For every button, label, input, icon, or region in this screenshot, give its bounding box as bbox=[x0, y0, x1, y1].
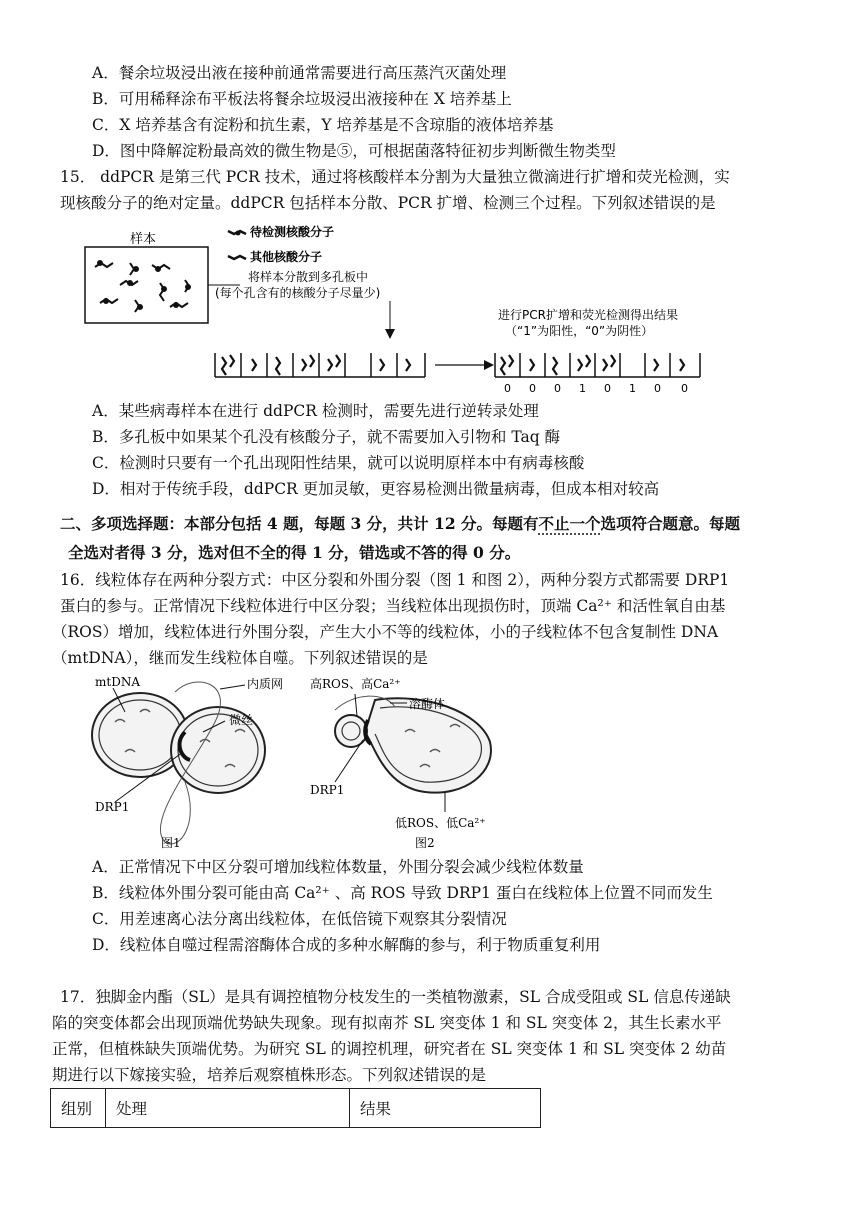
q16-stem-line2: 蛋白的参与。正常情况下线粒体进行中区分裂；当线粒体出现损伤时，顶端 Ca²⁺ 和活性氧自由基 bbox=[60, 597, 726, 615]
label-drp1-fig1: DRP1 bbox=[95, 800, 130, 814]
q17-stem-line3: 正常，但植株缺失顶端优势。为研究 SL 的调控机理，研究者在 SL 突变体 1 和 SL 突变体 2 幼苗 bbox=[52, 1040, 727, 1058]
disperse-line1: 将样本分散到多孔板中 bbox=[248, 270, 369, 284]
figure2-caption: 图2 bbox=[415, 836, 435, 850]
q15-option-d: D．相对于传统手段，ddPCR 更加灵敏，更容易检测出微量病毒，但成本相对较高 bbox=[92, 480, 660, 498]
result-digit: 1 bbox=[629, 382, 636, 395]
q17-stem-line4: 期进行以下嫁接实验，培养后观察植株形态。下列叙述错误的是 bbox=[52, 1066, 487, 1084]
figure1-mitochondria bbox=[92, 682, 265, 844]
result-digits bbox=[504, 382, 688, 395]
q16-stem-line3: （ROS）增加，线粒体进行外围分裂，产生大小不等的线粒体，小的子线粒体不包含复制性 DNA bbox=[52, 623, 719, 641]
result-line1: 进行PCR扩增和荧光检测得出结果 bbox=[498, 308, 678, 322]
q17-table bbox=[50, 1088, 541, 1128]
result-line2: （“1”为阳性，“0”为阴性） bbox=[505, 324, 654, 338]
result-digit: 0 bbox=[654, 382, 661, 395]
legend-other-label: 其他核酸分子 bbox=[250, 250, 323, 264]
q16-stem-line4: （mtDNA），继而发生线粒体自噬。下列叙述错误的是 bbox=[52, 649, 428, 667]
q17-stem-line1: 17．独脚金内酯（SL）是具有调控植物分枝发生的一类植物激素，SL 合成受阻或 SL 信息传递缺 bbox=[60, 988, 731, 1006]
figure2-mitochondria bbox=[335, 694, 491, 812]
result-digit: 0 bbox=[681, 382, 688, 395]
ddpcr-figure bbox=[80, 225, 720, 397]
q16-option-a: A．正常情况下中区分裂可增加线粒体数量，外围分裂会减少线粒体数量 bbox=[92, 858, 584, 876]
q16-option-d: D．线粒体自噬过程需溶酶体合成的多种水解酶的参与，利于物质重复利用 bbox=[92, 936, 601, 954]
result-digit: 0 bbox=[529, 382, 536, 395]
legend-other-icon bbox=[228, 256, 246, 259]
section2-line1 bbox=[60, 514, 740, 534]
table-header-treatment: 处理 bbox=[106, 1089, 350, 1128]
sample-label: 样本 bbox=[130, 232, 157, 247]
label-low-ros-ca: 低ROS、低Ca²⁺ bbox=[395, 816, 486, 830]
label-lysosome: 溶酶体 bbox=[409, 697, 446, 711]
down-arrowhead bbox=[385, 329, 395, 339]
result-digit: 0 bbox=[554, 382, 561, 395]
table-header-row bbox=[51, 1089, 541, 1128]
sample-molecules bbox=[95, 261, 190, 312]
plate-before bbox=[215, 353, 425, 377]
q15-option-b: B．多孔板中如果某个孔没有核酸分子，就不需要加入引物和 Taq 酶 bbox=[92, 428, 561, 446]
label-er: 内质网 bbox=[247, 677, 284, 691]
section2-line1-b: 选项符合题意。每题 bbox=[600, 514, 741, 533]
q17-stem-line2: 陷的突变体都会出现顶端优势缺失现象。现有拟南芥 SL 突变体 1 和 SL 突变体 2，其生长素水平 bbox=[52, 1014, 722, 1032]
right-arrowhead bbox=[484, 360, 494, 370]
q14-option-b: B．可用稀释涂布平板法将餐余垃圾浸出液接种在 X 培养基上 bbox=[92, 90, 512, 108]
q16-option-c: C．用差速离心法分离出线粒体，在低倍镜下观察其分裂情况 bbox=[92, 910, 507, 928]
label-drp1-fig2: DRP1 bbox=[310, 783, 345, 797]
table-header-result: 结果 bbox=[350, 1089, 541, 1128]
q15-option-a: A．某些病毒样本在进行 ddPCR 检测时，需要先进行逆转录处理 bbox=[92, 402, 539, 420]
plate-after bbox=[495, 353, 700, 377]
label-high-ros-ca: 高ROS、高Ca²⁺ bbox=[310, 677, 401, 691]
result-digit: 0 bbox=[504, 382, 511, 395]
q16-stem-line1: 16．线粒体存在两种分裂方式：中区分裂和外围分裂（图 1 和图 2），两种分裂方式都需要 DRP1 bbox=[60, 571, 730, 589]
result-digit: 1 bbox=[579, 382, 586, 395]
section2-line1-a: 二、多项选择题：本部分包括 4 题，每题 3 分，共计 12 分。每题有 bbox=[60, 514, 539, 533]
q14-option-c: C．X 培养基含有淀粉和抗生素，Y 培养基是不含琼脂的液体培养基 bbox=[92, 116, 554, 134]
q15-stem-line2: 现核酸分子的绝对定量。ddPCR 包括样本分散、PCR 扩增、检测三个过程。下列叙述错误的是 bbox=[60, 194, 716, 212]
q16-option-b: B．线粒体外围分裂可能由高 Ca²⁺ 、高 ROS 导致 DRP1 蛋白在线粒体上位置不同而发生 bbox=[92, 884, 713, 902]
mitochondria-figure bbox=[85, 672, 505, 854]
label-filament: 微丝 bbox=[229, 713, 254, 727]
figure1-caption: 图1 bbox=[161, 836, 181, 850]
section2-line2: 全选对者得 3 分，选对但不全的得 1 分，错选或不答的得 0 分。 bbox=[68, 543, 521, 562]
section2-emphasis: 不止一个 bbox=[538, 514, 601, 533]
legend-target-icon bbox=[228, 231, 246, 236]
q15-option-c: C．检测时只要有一个孔出现阳性结果，就可以说明原样本中有病毒核酸 bbox=[92, 454, 585, 472]
disperse-line2: (每个孔含有的核酸分子尽量少) bbox=[215, 286, 381, 300]
q14-option-a: A．餐余垃圾浸出液在接种前通常需要进行高压蒸汽灭菌处理 bbox=[92, 64, 507, 82]
q14-option-d: D．图中降解淀粉最高效的微生物是⑤，可根据菌落特征初步判断微生物类型 bbox=[92, 142, 616, 160]
q15-stem-line1: 15． ddPCR 是第三代 PCR 技术，通过将核酸样本分割为大量独立微滴进行扩增和荧光检测，实 bbox=[60, 168, 730, 186]
result-digit: 0 bbox=[604, 382, 611, 395]
table-header-group: 组别 bbox=[51, 1089, 106, 1128]
label-mtdna: mtDNA bbox=[95, 675, 140, 689]
legend-target-label: 待检测核酸分子 bbox=[250, 225, 335, 239]
